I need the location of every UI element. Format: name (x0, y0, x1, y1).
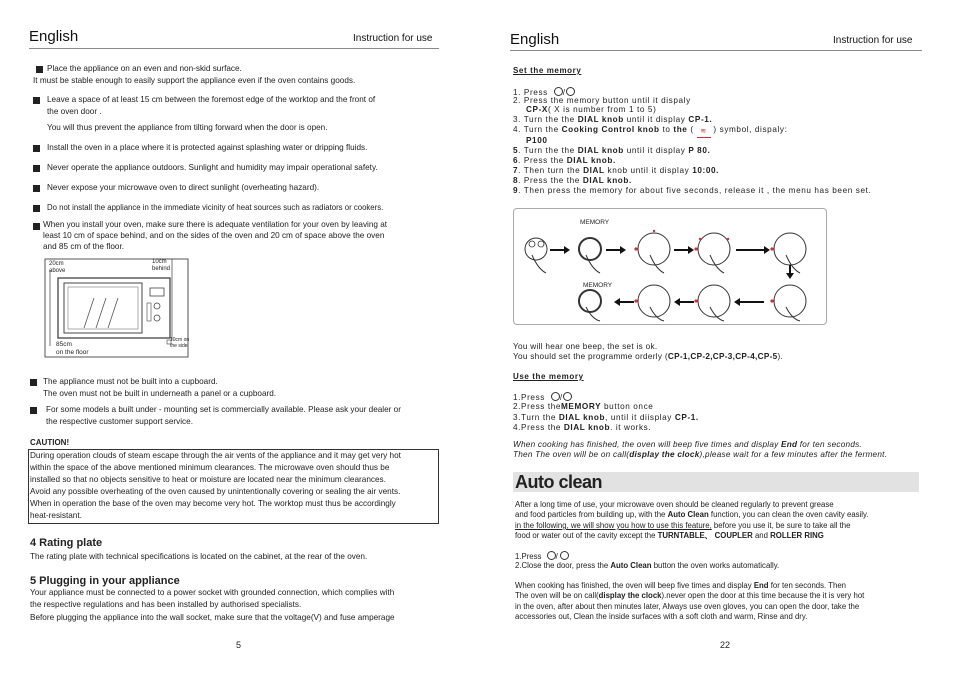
set-step-4-value: P100 (526, 136, 548, 145)
para-plugging: Before plugging the appliance into the wall socket, make sure that the voltage(V) and fuse amperage (30, 613, 395, 622)
step-text: / (555, 552, 558, 561)
set-step-6 (513, 156, 616, 167)
step-text: until it display (626, 115, 686, 124)
left-header-instruction: Instruction for use (353, 33, 433, 44)
step-text: . it works. (610, 423, 652, 432)
auto-clean-title-bar (513, 472, 919, 492)
step-text: 2.Press the (513, 402, 562, 411)
step-text: knob until it display (607, 166, 690, 175)
text: When cooking has finished, the oven will beep five times and display (513, 440, 779, 449)
diagram-memory-label-1: MEMORY (580, 219, 610, 226)
stop-icon (566, 87, 575, 96)
step-text: 3. Turn the the (513, 115, 575, 124)
text: You should set the programme orderly ( (513, 352, 668, 361)
bullet (33, 97, 40, 104)
para-stable: It must be stable enough to easily support the appliance even if the oven contains goods. (33, 76, 356, 85)
step-text: 1.Press (515, 552, 542, 561)
para-ventilation-2: least 10 cm of space behind, and on the sides of the oven and 20 cm of space above the oven (43, 231, 385, 240)
text: and (754, 531, 768, 540)
para-even-surface: Place the appliance on an even and non-skid surface. (47, 64, 242, 73)
text: food or water out of the cavity except the (515, 531, 656, 540)
set-step-3 (513, 115, 712, 126)
auto-clean-line: in the oven, after about then minutes later, Always use oven gloves, you can open the door, take the (515, 602, 860, 611)
step-number: 6 (513, 156, 519, 165)
text: before you use it, be sure to take all the (711, 521, 851, 530)
clock-phrase: display the clock (629, 450, 700, 459)
heading-use-memory: Use the memory (513, 372, 584, 381)
accessory-name: ROLLER RING (770, 531, 824, 540)
step-text: / (562, 88, 566, 97)
step-number: 9 (513, 186, 519, 195)
step-value: CP-1. (688, 115, 713, 124)
step-number: 7 (513, 166, 519, 175)
step-text: . Then turn the (518, 166, 581, 175)
para-splashing: Install the oven in a place where it is protected against splashing water or dripping fluids. (47, 143, 368, 152)
clock-icon (554, 87, 563, 96)
text: ). (777, 352, 784, 361)
set-step-8 (513, 176, 632, 187)
step-text: / (559, 393, 563, 402)
step-text: 4.Press the (513, 423, 562, 432)
step-value: P 80. (688, 146, 711, 155)
end-word: End (753, 581, 769, 590)
bullet (33, 205, 40, 212)
diagram-memory-label-2: MEMORY (583, 282, 613, 289)
auto-clean-term: Auto Clean (667, 510, 709, 519)
step-text: button once (604, 402, 654, 411)
clock-phrase: display the clock (598, 591, 662, 600)
step-text: to (662, 125, 671, 134)
step-text: . Turn the the (518, 146, 575, 155)
microwave-symbol-icon: ≋ (697, 128, 711, 138)
bullet (33, 145, 40, 152)
text: ),please wait for a few minutes after the ferment. (699, 450, 888, 459)
para-ventilation-1: When you install your oven, make sure there is adequate ventilation for your oven by leaving at (43, 220, 388, 229)
bullet (33, 185, 40, 192)
para-outdoors: Never operate the appliance outdoors. Sunlight and humidity may impair operational safety. (47, 163, 378, 172)
finish-note-1 (513, 440, 862, 451)
text: 2.Close the door, press the (515, 561, 609, 570)
text: function, you can clean the oven cavity easily. (710, 510, 869, 519)
auto-clean-line (515, 591, 864, 602)
para-cupboard: The appliance must not be built into a cupboard. (43, 377, 218, 386)
step-bold: MEMORY (561, 402, 602, 411)
set-step-4: 4. Turn the Cooking Control knob to the ( ≋ ) symbol, dispaly: (513, 125, 787, 138)
text: for ten seconds. Then (770, 581, 846, 590)
fig-label-side: 10cm on the side (170, 337, 190, 349)
fig-label-floor-distance: 85cm (56, 341, 72, 348)
left-header-language: English (29, 28, 79, 45)
auto-clean-line (515, 531, 824, 542)
step-text: 3.Turn the (513, 413, 557, 422)
right-page (477, 0, 954, 676)
beep-ok-text: You will hear one beep, the set is ok. (513, 342, 658, 351)
auto-clean-title: Auto clean (515, 472, 603, 492)
para-built-under-cont: the respective customer support service. (46, 417, 193, 426)
step-text: . Then press the memory for about five seconds, release it , the menu has been set. (518, 186, 872, 195)
step-text: . Press the the (518, 176, 580, 185)
bullet (33, 165, 40, 172)
heading-plugging-in: 5 Plugging in your appliance (30, 575, 180, 587)
use-step-2 (513, 402, 653, 413)
caution-title: CAUTION! (30, 438, 70, 447)
fig-label-above: 20cm above (49, 261, 66, 274)
step-bold: the (673, 125, 688, 134)
set-step-2-cont (526, 105, 656, 116)
para-space-15cm-cont: the oven door . (47, 107, 102, 116)
caution-line: installed so that no objects sensitive to heat or moisture are located near the minimum clearances. (30, 475, 386, 484)
clock-icon (551, 392, 560, 401)
para-plugging: the respective regulations and has been installed by authorised specialists. (30, 600, 302, 609)
stop-icon (563, 392, 572, 401)
auto-clean-line (515, 521, 850, 532)
para-space-15cm: Leave a space of at least 15 cm between the foremost edge of the worktop and the front of (47, 95, 376, 104)
set-step-9 (513, 186, 871, 197)
step-bold: DIAL knob (558, 413, 606, 422)
programme-list: CP-1,CP-2,CP-3,CP-4,CP-5 (667, 352, 778, 361)
para-built-under: For some models a built under - mounting set is commercially available. Please ask your dealer or (46, 405, 401, 414)
step-text: 1. Press (513, 88, 548, 97)
auto-clean-term: Auto Clean (610, 561, 652, 570)
para-plugging: Your appliance must be connected to a power socket with grounded connection, which complies with (30, 588, 395, 597)
para-ventilation-3: and 85 cm of the floor. (43, 242, 125, 251)
caution-box (28, 449, 439, 524)
fig-label-floor: on the floor (56, 349, 89, 356)
caution-line: within the space of the above mentioned minimum clearances. The microwave oven should thus be (30, 463, 390, 472)
auto-clean-step-2 (515, 561, 779, 572)
set-step-2: 2. Press the memory button until it dispaly (513, 96, 691, 105)
para-sunlight: Never expose your microwave oven to direct sunlight (overheating hazard). (47, 183, 320, 192)
step-text: , until it diisplay (605, 413, 672, 422)
use-step-3 (513, 413, 699, 424)
heading-rating-plate: 4 Rating plate (30, 537, 103, 549)
bullet (30, 407, 37, 414)
step-text: ) symbol, dispaly: (713, 125, 788, 134)
heading-set-memory: Set the memory (513, 66, 582, 75)
auto-clean-line: After a long time of use, your microwave oven should be cleaned regularly to prevent grease (515, 500, 834, 509)
left-page-number: 5 (236, 640, 242, 650)
set-order-text (513, 352, 783, 363)
step-bold: CP-X (526, 105, 548, 114)
step-text: ( X is number from 1 to 5) (547, 105, 657, 114)
set-step-5 (513, 146, 710, 157)
fig-label-behind: 10cm behind (152, 259, 171, 272)
step-text: until it display (626, 146, 686, 155)
step-number: 5 (513, 146, 519, 155)
auto-clean-line: accessories out, Clean the inside surfaces with a soft cloth and warm, Rinse and dry. (515, 612, 808, 621)
caution-line: heat-resistant. (30, 511, 82, 520)
use-step-4 (513, 423, 651, 434)
step-bold: DIAL knob (563, 423, 611, 432)
text: Then The oven will be on call( (513, 450, 630, 459)
para-heat-sources: Do not install the appliance in the immediate vicinity of heat sources such as radiators or cookers. (47, 203, 384, 212)
text: ).never open the door at this time because the it is very hot (661, 591, 865, 600)
step-bold: DIAL knob (577, 146, 624, 155)
stop-icon (560, 551, 569, 560)
text: and food particles from building up, with the (515, 510, 666, 519)
right-header-language: English (510, 31, 560, 48)
end-word: End (781, 440, 798, 449)
caution-line: During operation clouds of steam escape through the air vents of the appliance and it may get very hot (30, 451, 401, 460)
clock-icon (547, 551, 556, 560)
bullet (30, 379, 37, 386)
step-bold: DIAL knob. (582, 176, 632, 185)
step-number: 8 (513, 176, 519, 185)
auto-clean-line (515, 581, 846, 592)
set-step-7 (513, 166, 719, 177)
step-value: 10:00. (692, 166, 720, 175)
left-header-rule (29, 48, 439, 49)
step-text: 1.Press (513, 393, 545, 402)
accessory-names: TURNTABLE、 COUPLER (657, 531, 753, 540)
para-panel: The oven must not be built in underneath a panel or a cupboard. (43, 389, 277, 398)
step-text: 4. Turn the (513, 125, 559, 134)
text: for ten seconds. (799, 440, 863, 449)
right-header-instruction: Instruction for use (833, 35, 913, 46)
step-value: CP-1. (674, 413, 699, 422)
right-header-rule (510, 50, 922, 51)
bullet (36, 66, 43, 73)
step-text: . Press the (518, 156, 564, 165)
text: button the oven works automatically. (653, 561, 780, 570)
para-rating-plate: The rating plate with technical specifications is located on the cabinet, at the rear of the oven. (30, 552, 368, 561)
step-bold: DIAL (583, 166, 605, 175)
underlined-text: in the following, we will show you how to use this feature, (515, 521, 712, 530)
finish-note-2 (513, 450, 887, 461)
step-bold: DIAL knob (577, 115, 624, 124)
caution-line: When in operation the base of the oven may become very hot. The worktop must thus be accordingly (30, 499, 396, 508)
text: The oven will be on call( (515, 591, 599, 600)
text: When cooking has finished, the oven will beep five times and display (515, 581, 752, 590)
right-page-number: 22 (720, 640, 731, 650)
bullet (33, 223, 40, 230)
para-tilting: You will thus prevent the appliance from tilting forward when the door is open. (47, 123, 328, 132)
step-bold: Cooking Control knob (561, 125, 660, 134)
memory-setting-diagram (513, 208, 827, 325)
caution-line: Avoid any possible overheating of the oven caused by unintentionally covering or sealing the air vents. (30, 487, 401, 496)
step-bold: DIAL knob. (566, 156, 616, 165)
auto-clean-line (515, 510, 869, 521)
